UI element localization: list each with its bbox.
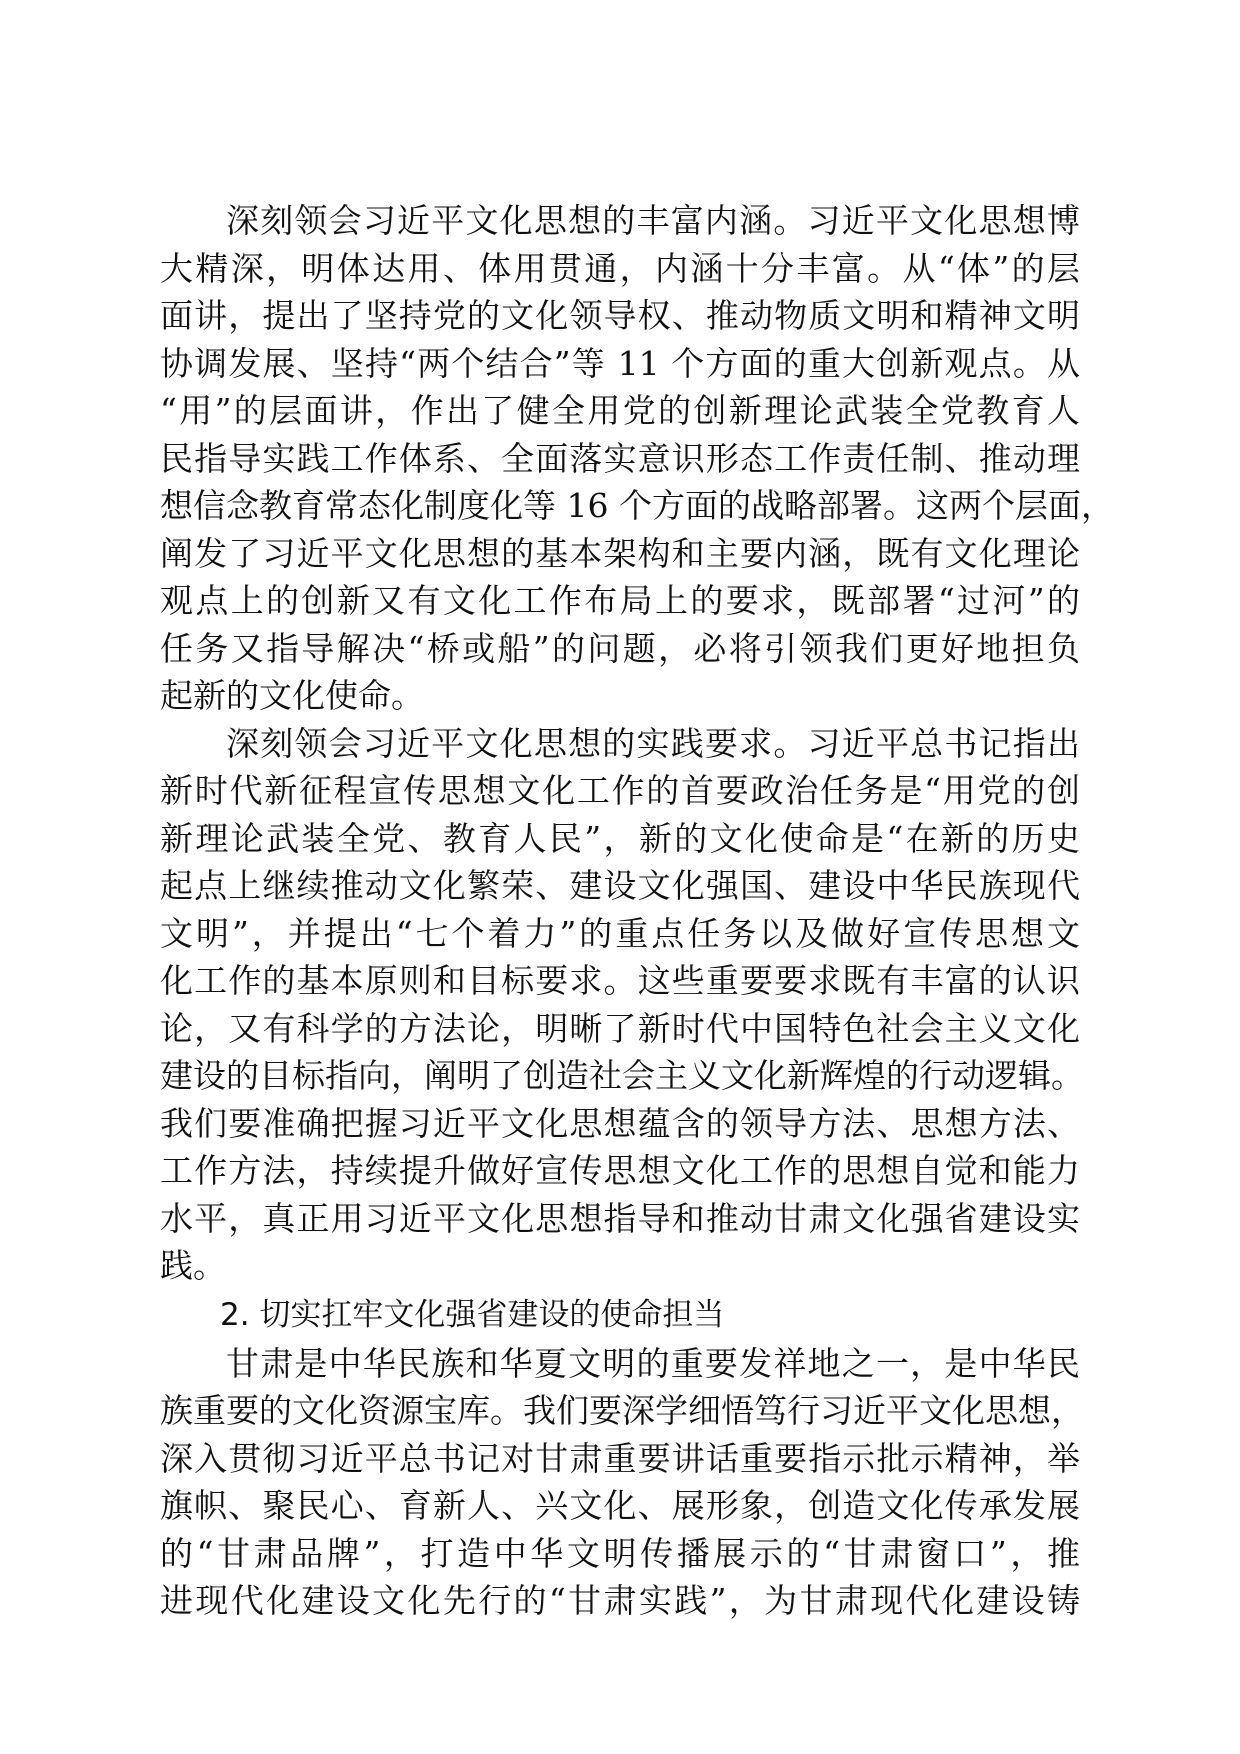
text-line: 深刻领会习近平文化思想的实践要求。习近平总书记指出: [226, 723, 1080, 763]
text-line: 进现代化建设文化先行的“甘肃实践”，为甘肃现代化建设铸: [160, 1581, 1080, 1620]
document-page: [160, 197, 1114, 1625]
text-line: 起点上继续推动文化繁荣、建设文化强国、建设中华民族现代: [160, 866, 1080, 905]
text-line: 水平，真正用习近平文化思想指导和推动甘肃文化强省建设实: [160, 1198, 1080, 1238]
text-line: 的“甘肃品牌”，打造中华文明传播展示的“甘肃窗口”，推: [160, 1533, 1080, 1573]
text-line: 阐发了习近平文化思想的基本架构和主要内涵，既有文化理论: [160, 533, 1080, 573]
text-line: 民指导实践工作体系、全面落实意识形态工作责任制、推动理: [160, 438, 1080, 478]
paragraph-gansu-mission: [160, 1340, 1084, 1625]
text-line: 任务又指导解决“桥或船”的问题，必将引领我们更好地担负: [160, 628, 1080, 668]
text-line: 甘肃是中华民族和华夏文明的重要发祥地之一，是中华民: [226, 1343, 1080, 1383]
text-line: 协调发展、坚持“两个结合”等 11 个方面的重大创新观点。从: [160, 343, 1080, 383]
text-line: 深刻领会习近平文化思想的丰富内涵。习近平文化思想博: [226, 201, 1080, 240]
text-line: 想信念教育常态化制度化等 16 个方面的战略部署。这两个层面，: [160, 486, 1114, 525]
paragraph-practical-requirements: [160, 720, 1084, 1290]
text-line: 文明”，并提出“七个着力”的重点任务以及做好宣传思想文: [160, 913, 1080, 953]
text-line: “用”的层面讲，作出了健全用党的创新理论武装全党教育人: [160, 391, 1080, 430]
text-line: 建设的目标指向，阐明了创造社会主义文化新辉煌的行动逻辑。: [160, 1056, 1084, 1095]
text-line: 深入贯彻习近平总书记对甘肃重要讲话重要指示批示精神，举: [160, 1438, 1080, 1478]
paragraph-rich-connotation: [160, 197, 1114, 720]
text-line: 族重要的文化资源宝库。我们要深学细悟笃行习近平文化思想，: [160, 1391, 1084, 1430]
text-line: 大精深，明体达用、体用贯通，内涵十分丰富。从“体”的层: [160, 248, 1080, 288]
text-line: 我们要准确把握习近平文化思想蕴含的领导方法、思想方法、: [160, 1103, 1080, 1143]
text-line: 观点上的创新又有文化工作布局上的要求，既部署“过河”的: [160, 581, 1080, 620]
text-line: 新理论武装全党、教育人民”，新的文化使命是“在新的历史: [160, 818, 1080, 858]
text-line: 论，又有科学的方法论，明晰了新时代中国特色社会主义文化: [160, 1008, 1080, 1048]
text-line: 旗帜、聚民心、育新人、兴文化、展形象，创造文化传承发展: [160, 1486, 1080, 1525]
text-line: 践。: [160, 1246, 226, 1285]
text-line: 化工作的基本原则和目标要求。这些重要要求既有丰富的认识: [160, 961, 1080, 1000]
text-line: 面讲，提出了坚持党的文化领导权、推动物质文明和精神文明: [160, 296, 1080, 335]
text-line: 新时代新征程宣传思想文化工作的首要政治任务是“用党的创: [160, 771, 1080, 810]
text-line: 起新的文化使命。: [160, 676, 424, 715]
text-line: 工作方法，持续提升做好宣传思想文化工作的思想自觉和能力: [160, 1151, 1080, 1190]
section-heading: 2. 切实扛牢文化强省建设的使命担当: [220, 1296, 725, 1333]
